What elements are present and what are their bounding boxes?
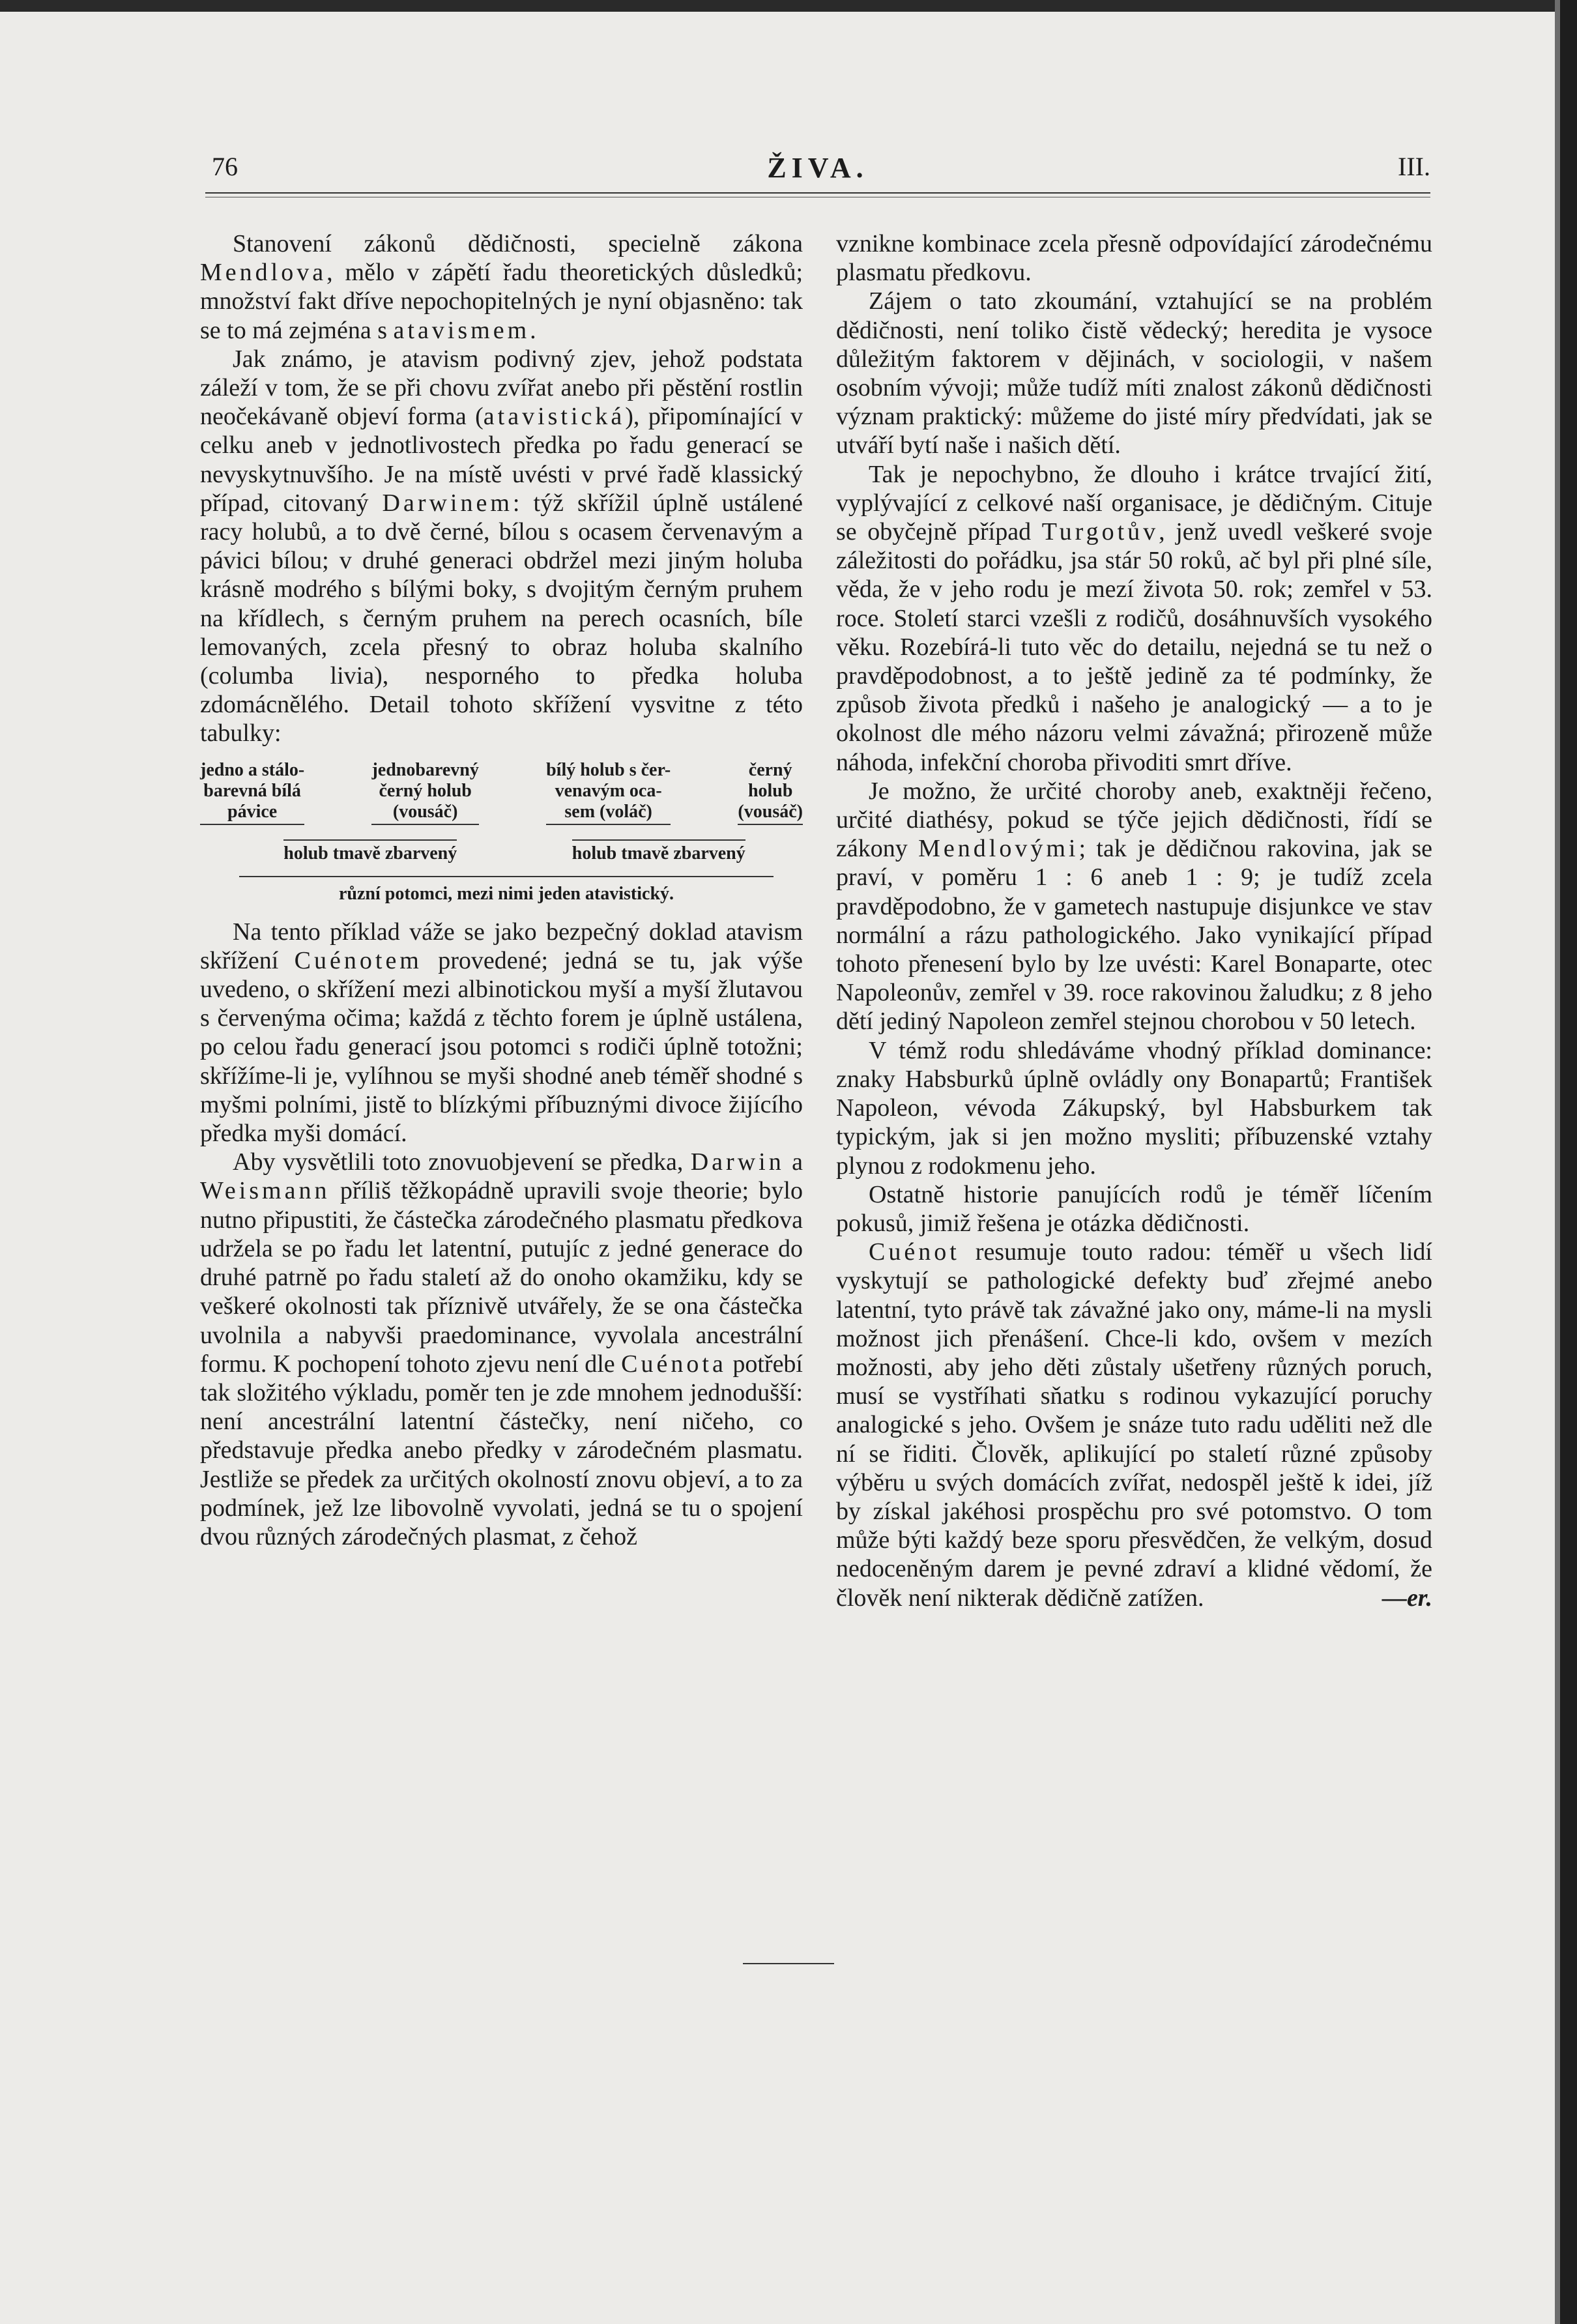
- author-signature: —er.: [1382, 1584, 1432, 1612]
- scan-top-edge: [0, 0, 1577, 12]
- end-rule: [743, 1963, 834, 1964]
- paragraph: Ostatně historie panujících rodů je téměř líčením pokusů, jimiž řešena je otázka dědičnosti.: [836, 1180, 1432, 1237]
- page-number: 76: [212, 152, 238, 181]
- parent-white-pigeon: bílý holub s čer- venavým oca- sem (voláč): [546, 760, 671, 825]
- scan-right-shadow: [1555, 0, 1560, 2324]
- parent-pavice: jedno a stálo- barevná bílá pávice: [200, 760, 304, 825]
- journal-title: ŽIVA.: [767, 152, 869, 184]
- paragraph: Jak známo, je atavism podivný zjev, jehož podstata záleží v tom, že se při chovu zvířat anebo při pěstění rostlin neočekávaně objeví forma (atavistická), připomínající v celku aneb v jednotlivostech předka po řadu generací se nevyskytnuvšího. Je na místě uvésti v prvé řadě klassický případ, citovaný Darwinem: týž skřížil úplně ustálené racy holubů, a to dvě černé, bílou s ocasem červenavým a pávici bílou; v druhé generaci obdržel mezi jiným holuba krásně modrého s bílými boky, s dvojitým černým pruhem na křídlech, s černým pruhem na perech ocasních, bíle lemovaných, zcela přesný to obraz holuba skalního (columba livia), nesporného to předka holuba zdomácnělého. Detail tohoto skřížení vysvitne z této tabulky:: [200, 345, 803, 748]
- parent-black-vousac: černý holub (vousáč): [738, 760, 803, 825]
- left-column: [200, 229, 803, 1551]
- f2-offspring: různí potomci, mezi nimi jeden atavistický.: [239, 876, 774, 905]
- paragraph: Je možno, že určité choroby aneb, exaktněji řečeno, určité diathésy, pokud se týče jejich dědičnosti, řídí se zákony Mendlovými; tak je dědičnou rakovina, jak se praví, v poměru 1 : 6 aneb 1 : 9; je tudíž zcela pravděpodobno, že v gametech nastupuje disjunkce ve stav normální a rázu pathologického. Jako vynikající případ tohoto přenesení bylo by lze uvésti: Karel Bonaparte, otec Napoleonův, zemřel v 39. roce rakovinou žaludku; z 8 jeho dětí jediný Napoleon zemřel stejnou chorobou v 50 letech.: [836, 777, 1433, 1036]
- paragraph: Stanovení zákonů dědičnosti, specielně zákona Mendlova, mělo v zápětí řadu theoretických důsledků; množství fakt dříve nepochopitelných je nyní objasněno: tak se to má zejména s atavismem.: [200, 230, 803, 344]
- paragraph: V témž rodu shledáváme vhodný příklad dominance: znaky Habsburků úplně ovládly ony Bonapartů; František Napoleon, vévoda Zákupský, byl Habsburkem tak typickým, jak si jen možno mysliti; příbuzenské vztahy plynou z rodokmenu jeho.: [836, 1036, 1432, 1180]
- right-column: [836, 229, 1432, 1612]
- paragraph: Aby vysvětlili toto znovuobjevení se předka, Darwin a Weismann příliš těžkopádně upravili svoje theorie; bylo nutno připustiti, že částečka zárodečného plasmatu předkova udržela se po řadu let latentní, putujíc z jedné generace do druhé patrně po řadu staletí až do onoho okamžiku, kdy se veškeré okolnosti tak příznivě utvářely, že se ona částečka uvolnila a nabyvši praedominance, vyvolala ancestrální formu. K pochopení tohoto zjevu není dle Cuénota potřebí tak složitého výkladu, poměr ten je zde mnohem jednodušší: není ancestrální latentní částečky, není ničeho, co představuje předka anebo předky v zárodečném plasmatu. Jestliže se předek za určitých okolností znovu objeví, a to za podmínek, jež lze libovolně vyvolati, jedná se tu o spojení dvou různých zárodečných plasmat, z čehož: [200, 1148, 803, 1550]
- f1-offspring: holub tmavě zbarvený: [283, 839, 457, 864]
- header-rule: [205, 192, 1430, 197]
- running-header: [205, 151, 1430, 190]
- paragraph: vznikne kombinace zcela přesně odpovídající zárodečnému plasmatu předkovu.: [836, 230, 1432, 287]
- paragraph: Zájem o tato zkoumání, vztahující se na problém dědičnosti, není toliko čistě vědecký; heredita je vysoce důležitým faktorem v dějinách, v sociologii, v našem osobním vývoji; může tudíž míti znalost zákonů dědičnosti význam praktický: můžeme do jisté míry předvídati, jak se utváří bytí naše i našich dětí.: [836, 287, 1432, 459]
- f1-offspring: holub tmavě zbarvený: [572, 839, 745, 864]
- paragraph: Cuénot resumuje touto radou: téměř u všech lidí vyskytují se pathologické defekty buď zřejmé anebo latentní, tyto právě tak závažné jako ony, máme-li na mysli možnost jich přenášení. Chce-li kdo, ovšem v mezích možnosti, aby jeho děti zůstaly ušetřeny různých poruch, musí se vystříhati sňatku s rodinou vykazující poruchy analogické s jeho. Ovšem je snáze tuto radu uděliti než dle ní se řiditi. Člověk, aplikující po staletí různé způsoby výběru u svých domácích zvířat, nedospěl ještě k idei, jíž by získal jakéhosi prospěchu pro své potomstvo. O tom může býti každý beze sporu přesvědčen, že velkým, dosud nedoceněným darem je pevné zdraví a klidné vědomí, že člověk není nikterak dědičně zatížen. —er.: [836, 1238, 1432, 1612]
- scan-right-edge: [1560, 0, 1577, 2324]
- paragraph: Tak je nepochybno, že dlouho i krátce trvající žití, vyplývající z celkové naší organisace, je dědičným. Cituje se obyčejně případ Turgotův, jenž uvedl veškeré svoje záležitosti do pořádku, jsa stár 50 roků, ač byl při plné síle, věda, že v jeho rodu je mezí života 50. rok; zemřel v 53. roce. Století starci vzešli z rodičů, dosáhnuvších vysokého věku. Rozebírá-li tuto věc do detailu, nejedná se tu než o pravděpodobnost, a to ještě jedině za té podmínky, že způsob života předků i našeho je analogický — a to je okolnost dle mého názoru velmi závažná; přirozeně může náhoda, infekční choroba přivoditi smrt dříve.: [836, 460, 1433, 776]
- parent-black-pigeon: jednobarevný černý holub (vousáč): [371, 760, 478, 825]
- crossing-scheme: [200, 760, 803, 905]
- paragraph: Na tento příklad váže se jako bezpečný doklad atavism skřížení Cuénotem provedené; jedná se tu, jak výše uvedeno, o skřížení mezi albinotickou myší a myší žlutavou s červenýma očima; každá z těchto forem je úplně ustálena, po celou řadu generací jsou potomci s rodiči úplně totožni; skřížíme-li je, vylíhnou se myši shodné aneb téměř shodné s myšmi polními, jistě to blízkými příbuznými divoce žijícího předka myši domácí.: [200, 918, 803, 1148]
- volume-number: III.: [1398, 152, 1430, 181]
